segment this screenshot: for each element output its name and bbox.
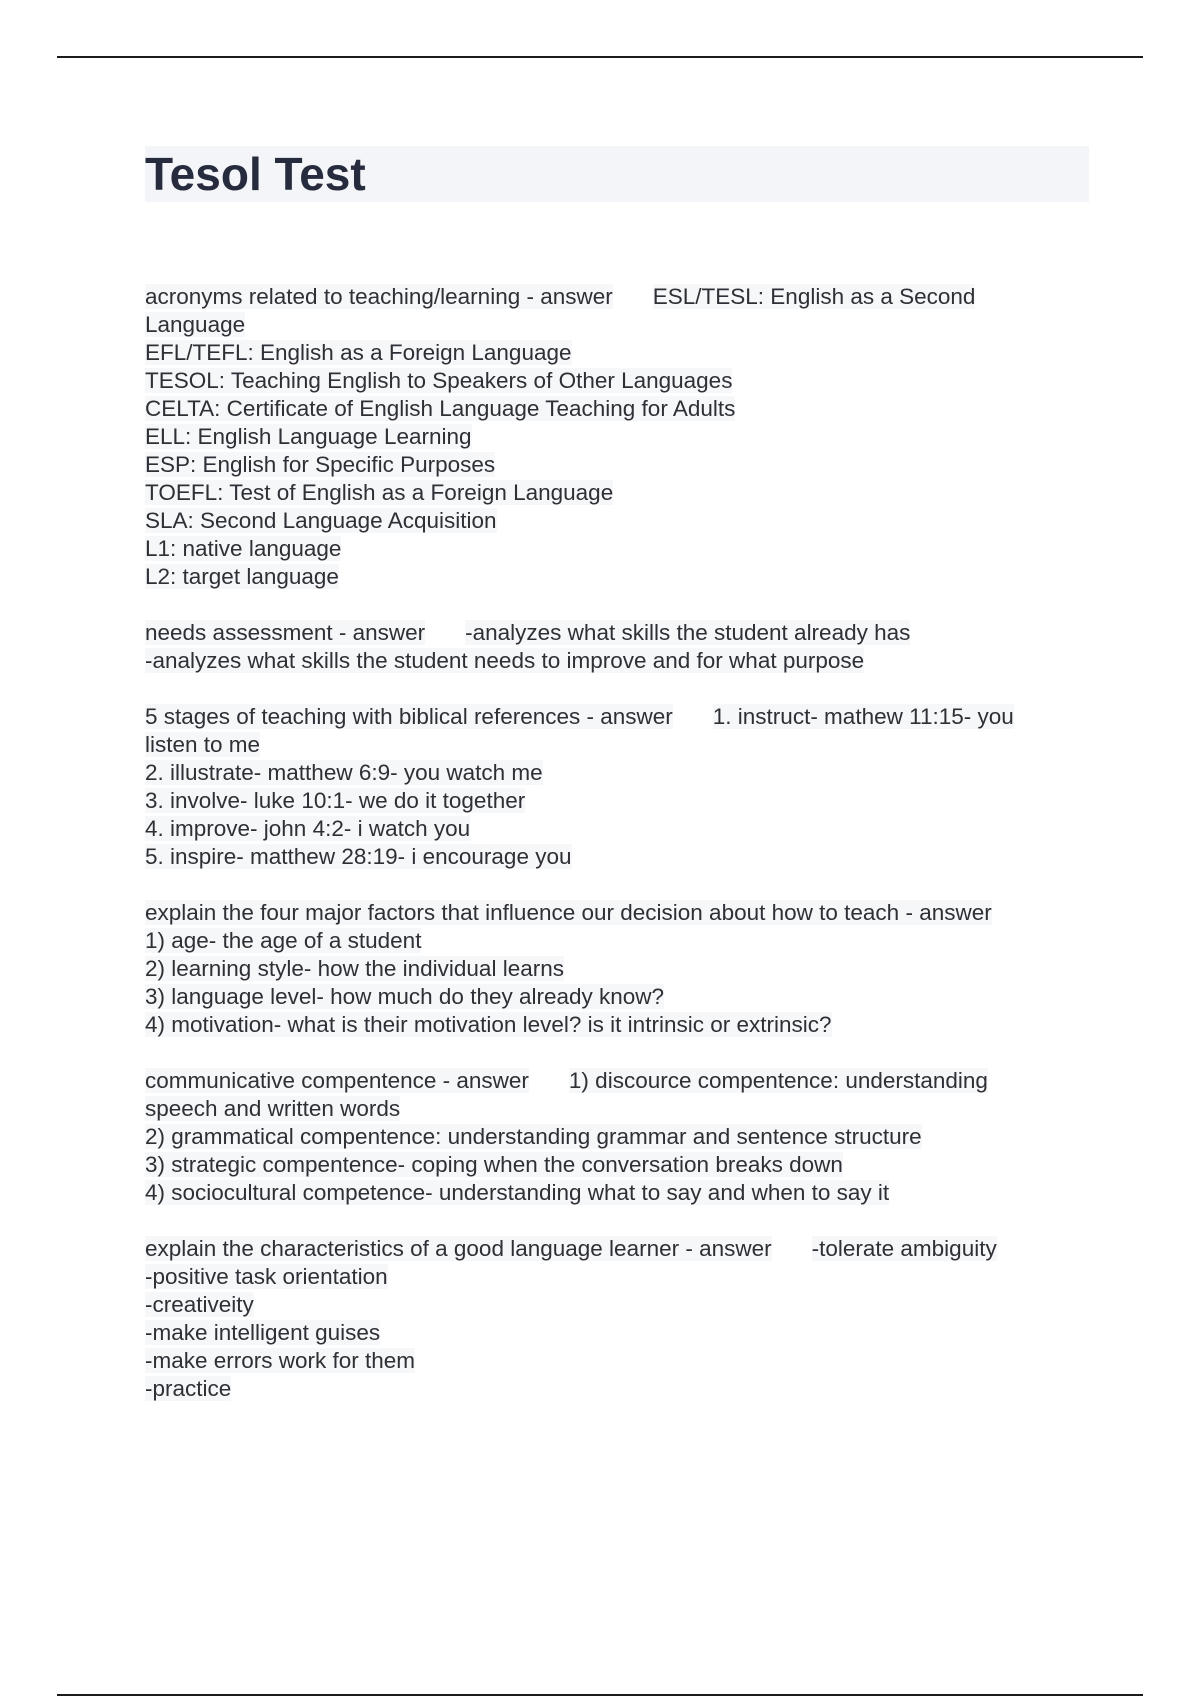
answer-line [145,1179,1090,1207]
answer-text: 3. involve- luke 10:1- we do it together [145,788,526,813]
answer-line [145,367,1090,395]
question-text: explain the four major factors that influence our decision about how to teach - answer [145,900,992,925]
answer-text: 2. illustrate- matthew 6:9- you watch me [145,760,543,785]
question-text: 5 stages of teaching with biblical references - answer [145,704,673,729]
answer-text: -creativeity [145,1292,254,1317]
answer-text: -analyzes what skills the student already has [465,620,911,645]
answer-line [145,1095,1090,1123]
answer-text: listen to me [145,732,261,757]
answer-text: SLA: Second Language Acquisition [145,508,497,533]
answer-line [145,647,1090,675]
answer-text: ESP: English for Specific Purposes [145,452,496,477]
answer-line [145,423,1090,451]
answer-line [145,955,1090,983]
answer-line [145,731,1090,759]
bottom-rule [57,1694,1143,1696]
answer-text: L2: target language [145,564,339,589]
answer-text: L1: native language [145,536,342,561]
answer-text: -practice [145,1376,232,1401]
answer-line [145,843,1090,871]
qa-entry [145,619,1090,675]
answer-text: 4) sociocultural competence- understanding what to say and when to say it [145,1180,890,1205]
question-text: communicative compentence - answer [145,1068,529,1093]
answer-line [145,1151,1090,1179]
answer-text: -make intelligent guises [145,1320,381,1345]
answer-line [145,311,1090,339]
answer-text: 1) discource compentence: understanding [568,1068,988,1093]
answer-line [145,815,1090,843]
qa-list [145,283,1090,1431]
question-text: needs assessment - answer [145,620,426,645]
answer-text: -analyzes what skills the student needs to improve and for what purpose [145,648,865,673]
answer-text: EFL/TEFL: English as a Foreign Language [145,340,572,365]
answer-line [145,339,1090,367]
answer-line [145,535,1090,563]
top-rule [57,56,1143,58]
qa-first-line [145,283,1090,311]
qa-entry [145,899,1090,1039]
page-title: Tesol Test [145,148,366,200]
answer-text: Language [145,312,246,337]
answer-line [145,1347,1090,1375]
answer-text: ELL: English Language Learning [145,424,472,449]
answer-text: 3) strategic compentence- coping when the conversation breaks down [145,1152,843,1177]
answer-text: 5. inspire- matthew 28:19- i encourage you [145,844,572,869]
question-text: acronyms related to teaching/learning - answer [145,284,613,309]
answer-line [145,927,1090,955]
answer-text: 2) learning style- how the individual learns [145,956,564,981]
answer-line [145,787,1090,815]
answer-line [145,507,1090,535]
answer-text: TOEFL: Test of English as a Foreign Language [145,480,614,505]
answer-text: 1) age- the age of a student [145,928,422,953]
qa-entry [145,1067,1090,1207]
answer-text: -positive task orientation [145,1264,388,1289]
qa-first-line [145,899,1090,927]
qa-first-line [145,619,1090,647]
qa-first-line [145,1235,1090,1263]
answer-line [145,1291,1090,1319]
answer-text: 1. instruct- mathew 11:15- you [712,704,1014,729]
answer-text: 2) grammatical compentence: understanding grammar and sentence structure [145,1124,922,1149]
answer-line [145,1375,1090,1403]
question-text: explain the characteristics of a good language learner - answer [145,1236,772,1261]
answer-text: speech and written words [145,1096,401,1121]
qa-first-line [145,1067,1090,1095]
answer-line [145,479,1090,507]
answer-text: -tolerate ambiguity [811,1236,997,1261]
answer-line [145,983,1090,1011]
qa-first-line [145,703,1090,731]
answer-text: 4) motivation- what is their motivation level? is it intrinsic or extrinsic? [145,1012,832,1037]
answer-text: 4. improve- john 4:2- i watch you [145,816,471,841]
answer-text: -make errors work for them [145,1348,416,1373]
answer-text: ESL/TESL: English as a Second [652,284,976,309]
answer-line [145,563,1090,591]
answer-line [145,1263,1090,1291]
qa-entry [145,703,1090,871]
qa-entry [145,1235,1090,1403]
answer-text: TESOL: Teaching English to Speakers of Other Languages [145,368,733,393]
answer-line [145,759,1090,787]
answer-text: 3) language level- how much do they already know? [145,984,665,1009]
answer-line [145,451,1090,479]
answer-line [145,1319,1090,1347]
answer-line [145,1123,1090,1151]
answer-text: CELTA: Certificate of English Language Teaching for Adults [145,396,736,421]
answer-line [145,1011,1090,1039]
answer-line [145,395,1090,423]
qa-entry [145,283,1090,591]
